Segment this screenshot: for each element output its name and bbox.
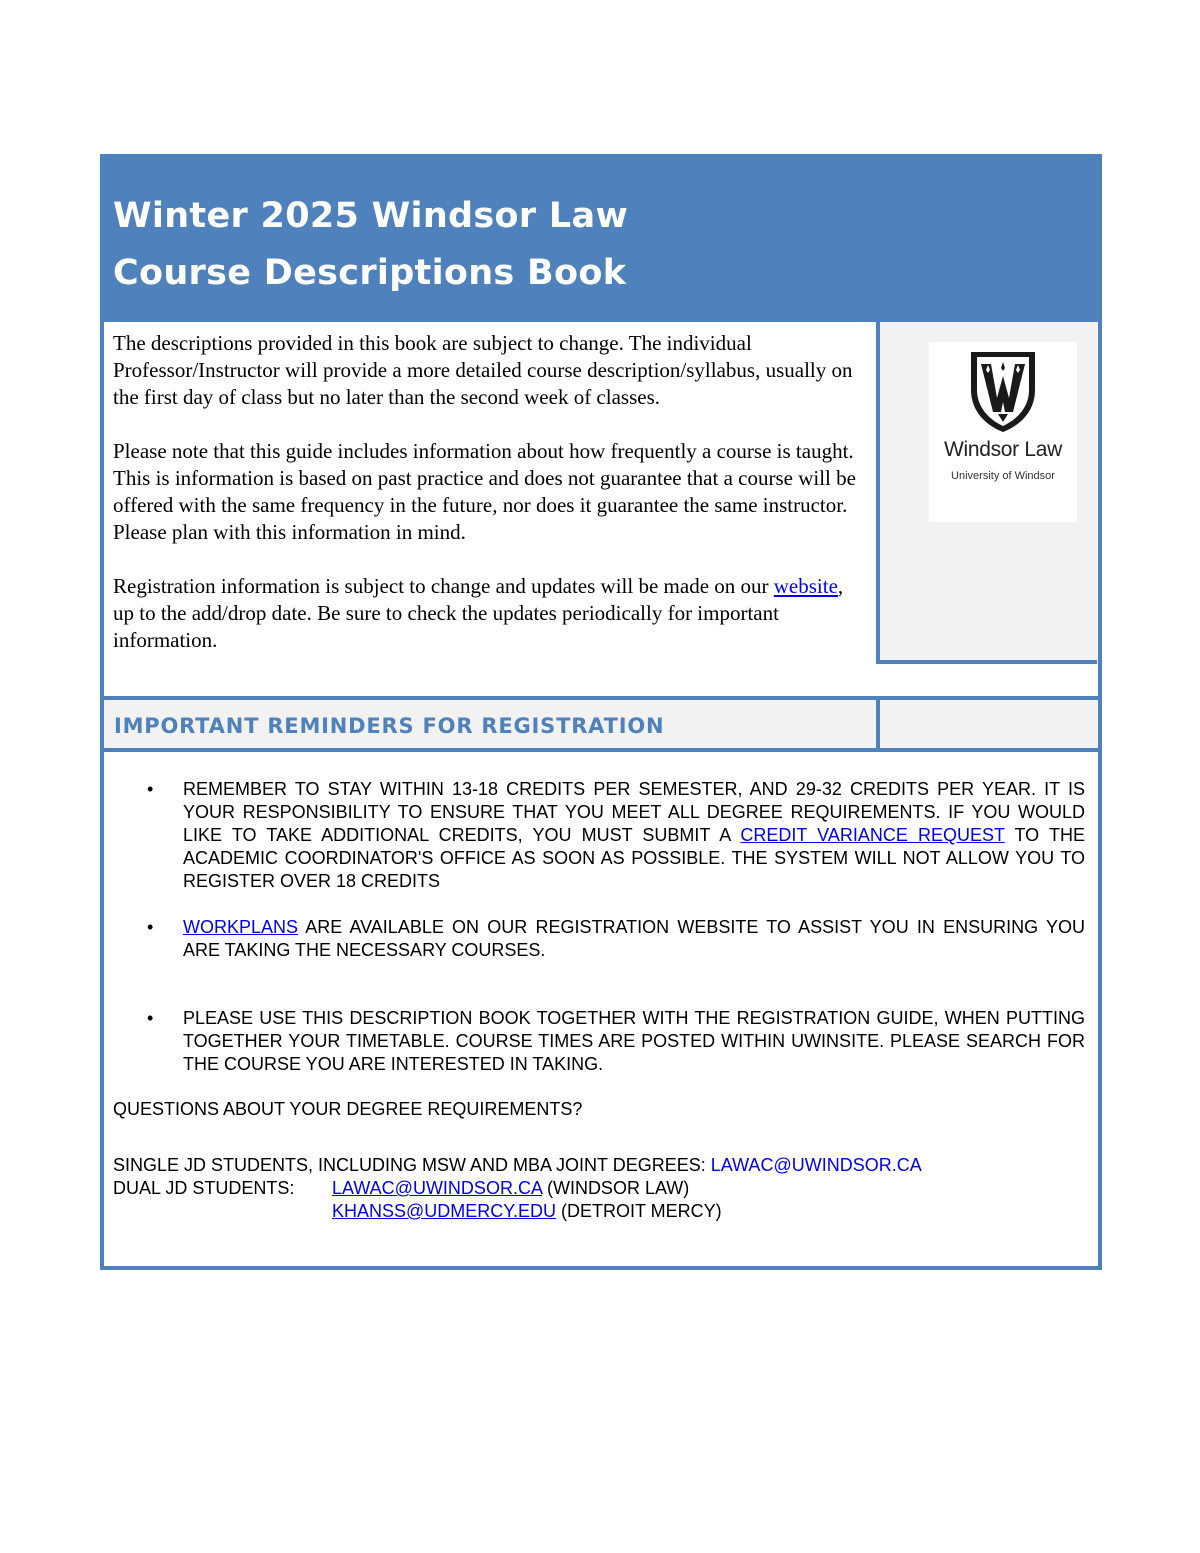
website-link[interactable]: website xyxy=(773,574,838,598)
credit-variance-request-link[interactable]: CREDIT VARIANCE REQUEST xyxy=(740,825,1005,845)
intro-text xyxy=(113,330,863,681)
bullet: • xyxy=(147,779,154,799)
reminder-1-text-before: REMEMBER TO STAY WITHIN 13-18 CREDITS PER SEMESTER, AND 29-32 CREDITS PER YEAR. IT IS YOUR RESPONSIBILITY TO ENSURE THAT YOU MEET ALL DEGREE REQUIREMENTS. IF YOU WOULD LIKE TO TAKE ADDITIONAL CREDITS, YOU MUST SUBMIT A xyxy=(183,779,1085,845)
questions-heading: QUESTIONS ABOUT YOUR DEGREE REQUIREMENTS? xyxy=(113,1099,583,1119)
divider xyxy=(104,748,1098,752)
title-line-1: Winter 2025 Windsor Law xyxy=(113,196,629,236)
windsor-law-logo xyxy=(929,342,1077,522)
detroit-mercy-email-link[interactable]: KHANSS@UDMERCY.EDU xyxy=(332,1201,556,1221)
list-item xyxy=(147,778,1085,893)
windsor-note: (WINDSOR LAW) xyxy=(541,1178,690,1198)
logo-name: Windsor Law xyxy=(943,438,1063,461)
title-banner xyxy=(100,154,1102,322)
reminder-2-text: ARE AVAILABLE ON OUR REGISTRATION WEBSITE TO ASSIST YOU IN ENSURING YOU ARE TAKING THE NECESSARY COURSES. xyxy=(183,917,1085,960)
detroit-mercy-note: (DETROIT MERCY) xyxy=(555,1201,722,1221)
logo-subtitle: University of Windsor xyxy=(951,470,1055,482)
intro-p3-text-after: , up to the add/drop date. Be sure to check the updates periodically for important information. xyxy=(113,574,844,652)
reminder-1-text-after: TO THE ACADEMIC COORDINATOR'S OFFICE AS SOON AS POSSIBLE. THE SYSTEM WILL NOT ALLOW YOU TO REGISTER OVER 18 CREDITS xyxy=(183,825,1085,891)
single-jd-email-link[interactable]: LAWAC@UWINDSOR.CA xyxy=(710,1155,922,1175)
intro-paragraph-1: The descriptions provided in this book are subject to change. The individual Professor/Instructor will provide a more detailed course description/syllabus, usually on the first day of class but no later than the second week of classes. xyxy=(113,331,853,409)
bullet: • xyxy=(147,1008,154,1028)
intro-p3-text-before: Registration information is subject to change and updates will be made on our xyxy=(113,574,774,598)
reminders-heading: IMPORTANT REMINDERS FOR REGISTRATION xyxy=(114,714,665,738)
workplans-link[interactable]: WORKPLANS xyxy=(183,917,299,937)
intro-paragraph-3 xyxy=(113,573,863,654)
list-item xyxy=(147,916,1085,962)
reminders-heading-divider xyxy=(876,700,880,748)
windsor-email-link[interactable]: LAWAC@UWINDSOR.CA xyxy=(332,1178,542,1198)
crest-icon xyxy=(965,346,1041,436)
dual-jd-contact-2 xyxy=(113,1200,922,1223)
contacts xyxy=(113,1154,922,1223)
single-jd-label: SINGLE JD STUDENTS, INCLUDING MSW AND MBA JOINT DEGREES: xyxy=(113,1155,711,1175)
single-jd-contact xyxy=(113,1154,922,1177)
bullet: • xyxy=(147,917,154,937)
dual-jd-label: DUAL JD STUDENTS: xyxy=(113,1178,295,1198)
dual-jd-contact xyxy=(113,1177,922,1200)
reminder-3-text: PLEASE USE THIS DESCRIPTION BOOK TOGETHER WITH THE REGISTRATION GUIDE, WHEN PUTTING TOGETHER YOUR TIMETABLE. COURSE TIMES ARE POSTED WITHIN UWINSITE. PLEASE SEARCH FOR THE COURSE YOU ARE INTERESTED IN TAKING. xyxy=(183,1008,1085,1074)
title-line-2: Course Descriptions Book xyxy=(113,253,627,293)
list-item xyxy=(147,1007,1085,1076)
intro-paragraph-2: Please note that this guide includes information about how frequently a course is taught. This is information is based on past practice and does not guarantee that a course will be offered with the same frequency in the future, nor does it guarantee the same instructor. Please plan with this information in mind. xyxy=(113,439,856,544)
